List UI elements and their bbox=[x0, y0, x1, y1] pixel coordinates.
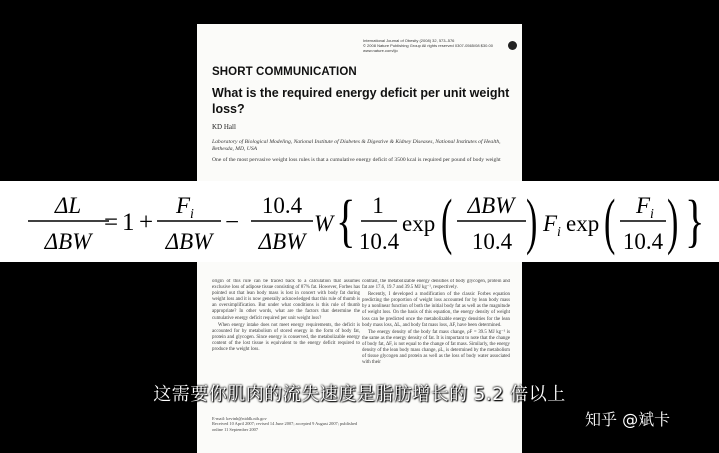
formula-subscript-i: i bbox=[557, 225, 561, 240]
formula-equals: = bbox=[104, 209, 119, 236]
formula-right-brace: } bbox=[685, 187, 705, 253]
formula-f: F bbox=[636, 193, 651, 218]
formula-coefficient: 10.4 bbox=[622, 229, 664, 254]
formula-coefficient: 10.4 bbox=[471, 229, 513, 254]
abstract-text: One of the most pervasive weight loss rules is that a cumulative energy deficit of 3500 kcal is required per pound of body weight bbox=[212, 157, 501, 163]
formula-subscript-i: i bbox=[190, 207, 194, 222]
journal-url: www.nature.com/ijo bbox=[363, 48, 398, 53]
paper-author: KD Hall bbox=[212, 123, 236, 131]
formula-exp: exp bbox=[402, 211, 436, 236]
right-column bbox=[362, 279, 510, 449]
journal-logo-icon bbox=[508, 41, 517, 50]
formula-f: F bbox=[543, 211, 558, 236]
paper-affiliation: Laboratory of Biological Modeling, National Institute of Diabetes & Digestive & Kidney Diseases, National Institutes of Health, Bethesda, MD, USA bbox=[212, 139, 501, 152]
formula-coefficient: 10.4 bbox=[358, 229, 400, 254]
formula-dbw: ΔBW bbox=[165, 229, 213, 254]
journal-header bbox=[363, 38, 503, 53]
left-paragraph: When energy intake does not meet energy requirements, the deficit is accounted for by metabolism of stored energy in the form of body fat, protein and glycogen. Since energy is conserved, the metabolizable energy content of the lost tissue is equivalent to the energy deficit required to produce the weight loss. bbox=[212, 322, 360, 353]
formula-coefficient: 10.4 bbox=[261, 193, 303, 218]
right-paragraph: Recently, I developed a modification of the classic Forbes equation predicting the proportion of weight loss accounted for by lean body mass by a nonlinear function of both the initial body fat as well as the magnitude of weight loss. On the basis of this equation, the energy density of weight loss can be predicted once the metabolizable energy densities for the lean body mass loss, ΔL, and body fat mass loss, ΔF, have been determined. bbox=[362, 292, 510, 328]
formula-left-paren: ( bbox=[441, 186, 453, 256]
formula-subscript-i: i bbox=[650, 207, 654, 222]
formula-right-paren: ) bbox=[526, 186, 538, 256]
zhihu-watermark: 知乎 @斌卡 bbox=[585, 410, 671, 429]
formula-dbw: ΔBW bbox=[44, 229, 92, 254]
formula-f: F bbox=[176, 193, 191, 218]
formula-band bbox=[0, 181, 719, 262]
left-paragraph: origin of this rule can be traced back to a calculation that assumes exclusive loss of adipose tissue consisting of 87% fat. However, Forbes has pointed out that lean body mass is lost in concert with body fat during weight loss and it is now generally acknowledged that this rule of thumb is an oversimplification. But under what conditions is this rule of thumb appropriate? In other words, what are the factors that determine the cumulative energy deficit required per unit weight loss? bbox=[212, 279, 360, 321]
author-email: E-mail: kevinh@niddk.nih.gov bbox=[212, 416, 267, 421]
formula-left-paren: ( bbox=[604, 186, 616, 256]
formula-one: 1 bbox=[122, 209, 135, 236]
formula-dbw: ΔBW bbox=[258, 229, 306, 254]
right-paragraph: contrast, the metabolizable energy densities of body glycogen, protein and fat are 17.6, 19.7 and 39.5 MJ kg⁻¹, respectively. bbox=[362, 279, 510, 291]
formula-right-paren: ) bbox=[666, 186, 679, 256]
section-label: SHORT COMMUNICATION bbox=[212, 66, 357, 78]
formula-exp: exp bbox=[566, 211, 600, 236]
formula-w: W bbox=[314, 211, 334, 236]
formula-dl: ΔL bbox=[54, 193, 82, 218]
right-paragraph: The energy density of the body fat mass change, ρF = 39.5 MJ kg⁻¹ is the same as the energy density of fat. It is important to note that the change of body fat, ΔF, is not equal to the change of fat mass. Similarly, the energy density of the lean body mass change, ρL, is determined by the metabolism of tissue glycogen and protein as well as the loss of body water associated with their bbox=[362, 329, 510, 366]
journal-copyright: © 2008 Nature Publishing Group All rights reserved 0307-0565/08 $30.00 bbox=[363, 43, 493, 48]
received-dates: Received 10 April 2007; revised 14 June 2007; accepted 9 August 2007; published online 11 September 2007 bbox=[212, 421, 358, 432]
journal-citation: International Journal of Obesity (2008) 32, 573–576 bbox=[363, 38, 455, 43]
paper-title: What is the required energy deficit per unit weight loss? bbox=[212, 86, 510, 116]
formula-dbw: ΔBW bbox=[467, 193, 515, 218]
formula-plus: + bbox=[139, 209, 154, 236]
formula-minus: − bbox=[225, 209, 240, 236]
formula-left-brace: { bbox=[336, 187, 356, 253]
formula-numerator-one: 1 bbox=[372, 193, 384, 218]
video-subtitle: 这需要你肌肉的流失速度是脂肪增长的 5.2 倍以上 bbox=[153, 384, 566, 405]
left-footer bbox=[212, 416, 360, 432]
formula-equation bbox=[0, 181, 719, 262]
